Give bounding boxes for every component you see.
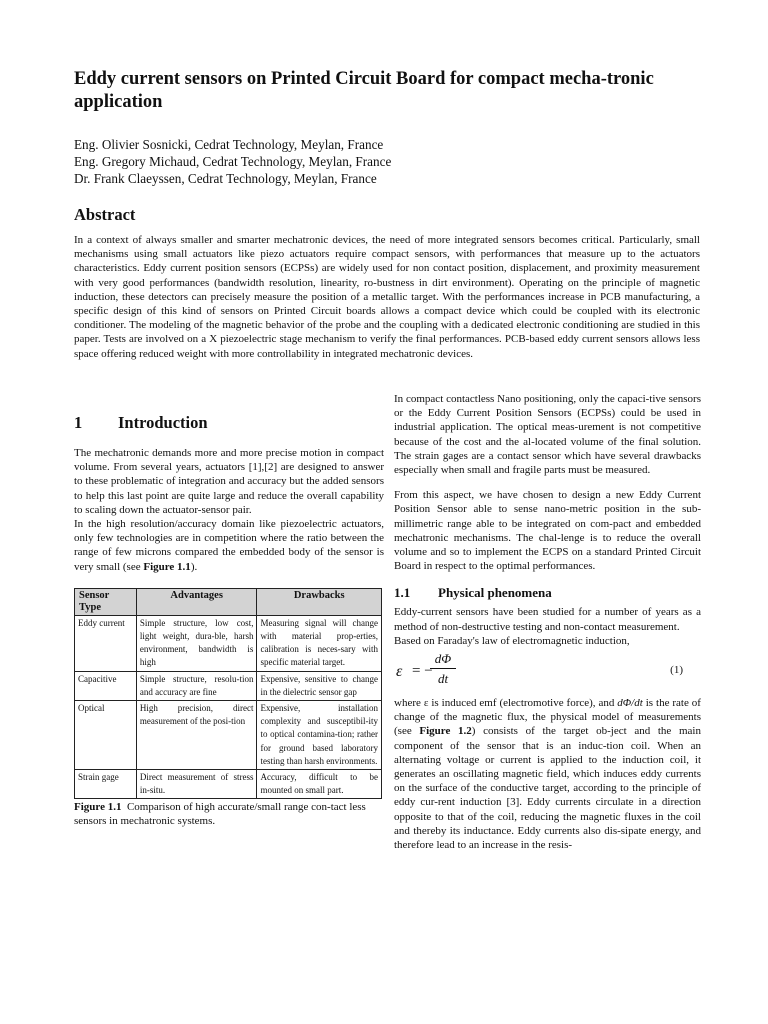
paragraph-text: where: [394, 697, 424, 710]
paragraph-text: ) consists of the target ob-ject and the main component of the sensor that is an induc-tion coil. When an alternating voltage or current is applied to the induction coil, it generates an oscillating magnetic field, which induces eddy currents on the surface of the conductive target, according to the principle of eddy cur-rent induction [3]. Eddy currents circulate in a direction opposite to that of the coil, reducing the magnetic fluxes in the coil and thereby its inductance. Eddy currents also dis-sipate energy, and therefore lead to an increase in the resis-: [394, 725, 701, 852]
caption-text: Comparison of high accurate/small range con-tact less sensors in mechatronic systems.: [74, 801, 366, 827]
right-paragraph-2: From this aspect, we have chosen to design a new Eddy Current Position Sensor able to sense nano-metric position in the sub-millimetric range able to be integrated on com-pact and embedded mechatronic mechanisms. The chal-lenge is to reduce the overall volume and so to implement the ECPS on a standard Printed Circuit Board in respect to the optimal performances.: [394, 489, 701, 573]
section-title: Introduction: [118, 413, 208, 432]
table-cell: Optical: [75, 701, 137, 770]
author-line: Eng. Olivier Sosnicki, Cedrat Technology, Meylan, France: [74, 137, 384, 152]
table-cell: High precision, direct measurement of the posi-tion: [136, 701, 257, 770]
abstract-heading: Abstract: [74, 205, 136, 224]
section-number: 1: [74, 413, 83, 432]
right-paragraph-1: In compact contactless Nano positioning, only the capaci-tive sensors or the Eddy Current Position Sensors (ECPSs) could be used in industrial application. The optical meas-urement is not competitive because of the cost and the al-located volume of the final solution. The strain gages are a contact sensor which have several drawbacks especially when small and fragile parts must be measured.: [394, 393, 701, 477]
equation-denominator: dt: [437, 671, 449, 687]
table-cell: Strain gage: [75, 770, 137, 799]
right-paragraph-5: [394, 696, 701, 852]
table-row: [75, 770, 382, 799]
sensor-comparison-table: [74, 588, 382, 800]
intro-paragraph-2: [74, 517, 384, 574]
table-row: [75, 671, 382, 700]
equation-numerator: dΦ: [430, 650, 456, 669]
subsection-number: 1.1: [394, 585, 411, 601]
equation-equals: = −: [412, 663, 433, 680]
table-header-row: [75, 588, 382, 615]
subsection-title: Physical phenomena: [438, 585, 552, 601]
equation-fraction: [430, 650, 456, 689]
table-header-cell: Drawbacks: [257, 588, 382, 615]
symbol-dphi-dt: dΦ/dt: [617, 697, 643, 710]
table-row: [75, 615, 382, 671]
table-cell: Accuracy, difficult to be mounted on small part.: [257, 770, 382, 799]
right-paragraph-4: Based on Faraday's law of electromagnetic induction,: [394, 634, 630, 647]
table-cell: Expensive, sensitive to change in the dielectric sensor gap: [257, 671, 382, 700]
table-row: [75, 701, 382, 770]
paragraph-text: is the rate of change of the magnetic flux, the physical model of measurements (see: [394, 697, 701, 738]
right-column: [394, 392, 701, 852]
table-cell: Measuring signal will change with material prop-erties, calibration is neces-sary with specific material target.: [257, 615, 382, 671]
table-cell: Simple structure, resolu-tion and accuracy are fine: [136, 671, 257, 700]
table-cell: Eddy current: [75, 615, 137, 671]
table-cell: Expensive, installation complexity and susceptibil-ity to optical contamina-tion; rather for ground based laboratory testing than harsh environments.: [257, 701, 382, 770]
paragraph-text: is induced emf (electromotive force), and: [428, 697, 618, 710]
intro-paragraph-1: The mechatronic demands more and more precise motion in compact volume. From several years, actuators [1],[2] are designed to answer to these problematic of integration and accuracy but the added sensors to help this last point are quite large and reduce the overall capability to scaling down the actuator-sensor pair.: [74, 447, 384, 516]
abstract-text: In a context of always smaller and smarter mechatronic devices, the need of more integrated sensors becomes critical. Particularly, small mechanisms using small actuators like piezo actuators require compact sensors, with performances that measure up to the actuators characteristics. Eddy current position sensors (ECPSs) are widely used for non contact position, displacement, and proximity measurement with very good performances (bandwidth resolution, linearity, ro-bustness in dirt environment). Operating on the principle of magnetic induction, these detectors can precisely measure the position of a metallic target. With the performances increase in PCB manufacturing, a specific design of this kind of sensors on Printed Circuit boards allows a compact device which could be coupled with its electronic conditioner. The modeling of the magnetic behavior of the probe and the coupling with a dedicated electronic conditioning are studied in this paper. Tests are involved on a X piezoelectric stage mechanism to verify the final performances. PCB-based eddy current sensors allows less space offering reduced weight with more controllability in integrated mechatronic devices.: [74, 234, 700, 360]
equation-faraday: [394, 650, 701, 692]
left-column: [74, 410, 384, 828]
table-header-cell: Sensor Type: [75, 588, 137, 615]
figure-caption: [74, 801, 384, 828]
table-cell: Capacitive: [75, 671, 137, 700]
subsection-heading-physical-phenomena: [394, 585, 701, 601]
table-header-cell: Advantages: [136, 588, 257, 615]
author-list: [74, 136, 714, 187]
author-line: Dr. Frank Claeyssen, Cedrat Technology, Meylan, France: [74, 171, 377, 186]
equation-number: (1): [670, 664, 683, 677]
figure-reference: Figure 1.1: [143, 560, 191, 573]
table-cell: Direct measurement of stress in-situ.: [136, 770, 257, 799]
figure-reference: Figure 1.2: [419, 725, 472, 738]
table-cell: Simple structure, low cost, light weight, dura-ble, harsh environment, bandwidth is high: [136, 615, 257, 671]
paper-title: Eddy current sensors on Printed Circuit Board for compact mecha-tronic application: [74, 69, 654, 112]
paragraph-text: In the high resolution/accuracy domain like piezoelectric actuators, only few technologies are in competition where the ratio between the range of few microns compared the embedded body of the sensor is very small (see: [74, 518, 384, 573]
paragraph-text: ).: [190, 560, 198, 573]
section-heading-introduction: [74, 410, 384, 436]
symbol-epsilon: ε: [423, 697, 429, 710]
equation-lhs: ε: [396, 663, 403, 681]
author-line: Eng. Gregory Michaud, Cedrat Technology, Meylan, France: [74, 154, 392, 169]
right-paragraph-3: Eddy-current sensors have been studied for a number of years as a method of non-destructive testing and non-contact measurement.: [394, 606, 701, 633]
caption-label: Figure 1.1: [74, 801, 122, 814]
